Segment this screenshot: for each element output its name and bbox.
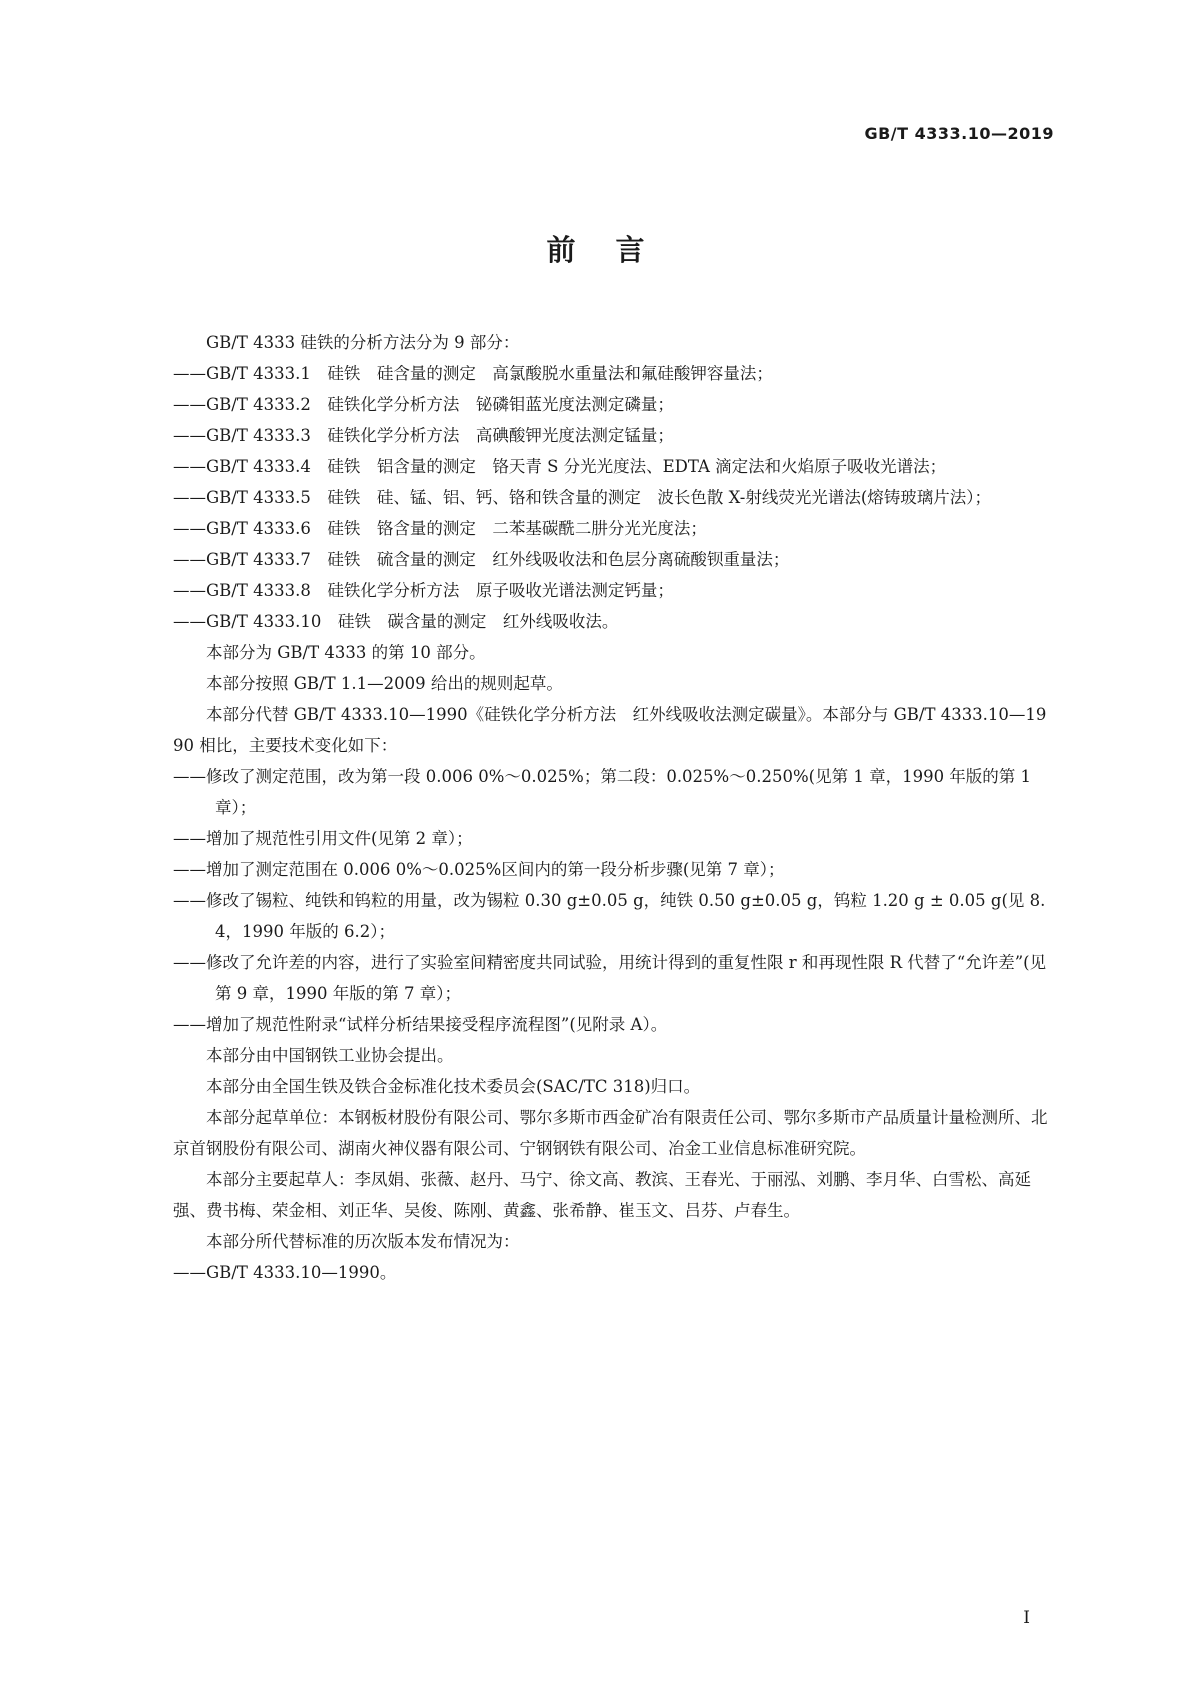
list-item: ——GB/T 4333.7 硅铁 硫含量的测定 红外线吸收法和色层分离硫酸钡重量法；	[173, 550, 790, 569]
paragraph: GB/T 4333 硅铁的分析方法分为 9 部分：	[206, 333, 520, 352]
list-item: ——增加了测定范围在 0.006 0%～0.025%区间内的第一段分析步骤(见第 7 章）；	[173, 860, 785, 879]
page-title: 前言	[546, 233, 685, 267]
paragraph: 本部分起草单位：本钢板材股份有限公司、鄂尔多斯市西金矿冶有限责任公司、鄂尔多斯市产品质量计量检测所、北京首钢股份有限公司、湖南火神仪器有限公司、宁钢钢铁有限公司、冶金工业信息标准研究院。	[173, 1108, 1048, 1158]
paragraph: 本部分代替 GB/T 4333.10—1990《硅铁化学分析方法 红外线吸收法测定碳量》。本部分与 GB/T 4333.10—1990 相比，主要技术变化如下：	[173, 705, 1047, 755]
paragraph: 本部分按照 GB/T 1.1—2009 给出的规则起草。	[206, 674, 563, 693]
paragraph: 本部分所代替标准的历次版本发布情况为：	[206, 1232, 520, 1251]
list-item: ——GB/T 4333.5 硅铁 硅、锰、铝、钙、铬和铁含量的测定 波长色散 X-射线荧光光谱法(熔铸玻璃片法）；	[173, 488, 992, 507]
foreword-body	[173, 327, 1055, 1288]
list-item: ——增加了规范性附录“试样分析结果接受程序流程图”(见附录 A）。	[173, 1015, 668, 1034]
paragraph: 本部分由全国生铁及铁合金标准化技术委员会(SAC/TC 318)归口。	[206, 1077, 701, 1096]
list-item: ——增加了规范性引用文件(见第 2 章）；	[173, 829, 473, 848]
page-number: I	[1023, 1608, 1030, 1628]
list-item: ——GB/T 4333.6 硅铁 铬含量的测定 二苯基碳酰二肼分光光度法；	[173, 519, 707, 538]
list-item: ——GB/T 4333.10 硅铁 碳含量的测定 红外线吸收法。	[173, 612, 619, 631]
standard-number: GB/T 4333.10—2019	[864, 124, 1054, 143]
paragraph: 本部分为 GB/T 4333 的第 10 部分。	[206, 643, 486, 662]
list-item: ——GB/T 4333.2 硅铁化学分析方法 铋磷钼蓝光度法测定磷量；	[173, 395, 674, 414]
list-item: ——修改了允许差的内容，进行了实验室间精密度共同试验，用统计得到的重复性限 r 和再现性限 R 代替了“允许差”(见第 9 章，1990 年版的第 7 章）；	[173, 953, 1047, 1003]
paragraph: 本部分主要起草人：李凤娟、张薇、赵丹、马宁、徐文高、教滨、王春光、于丽泓、刘鹏、李月华、白雪松、高延强、费书梅、荣金相、刘正华、吴俊、陈刚、黄鑫、张希静、崔玉文、吕芬、卢春生。	[173, 1170, 1031, 1220]
list-item: ——GB/T 4333.10—1990。	[173, 1263, 397, 1282]
list-item: ——修改了测定范围，改为第一段 0.006 0%～0.025%；第二段：0.025%～0.250%(见第 1 章，1990 年版的第 1 章）；	[173, 767, 1032, 817]
list-item: ——GB/T 4333.1 硅铁 硅含量的测定 高氯酸脱水重量法和氟硅酸钾容量法；	[173, 364, 773, 383]
list-item: ——GB/T 4333.3 硅铁化学分析方法 高碘酸钾光度法测定锰量；	[173, 426, 674, 445]
list-item: ——修改了锡粒、纯铁和钨粒的用量，改为锡粒 0.30 g±0.05 g，纯铁 0.50 g±0.05 g，钨粒 1.20 g ± 0.05 g(见 8.4，1990 年版的 6.2）；	[173, 891, 1046, 941]
list-item: ——GB/T 4333.4 硅铁 铝含量的测定 铬天青 S 分光光度法、EDTA 滴定法和火焰原子吸收光谱法；	[173, 457, 947, 476]
paragraph: 本部分由中国钢铁工业协会提出。	[206, 1046, 454, 1065]
list-item: ——GB/T 4333.8 硅铁化学分析方法 原子吸收光谱法测定钙量；	[173, 581, 674, 600]
